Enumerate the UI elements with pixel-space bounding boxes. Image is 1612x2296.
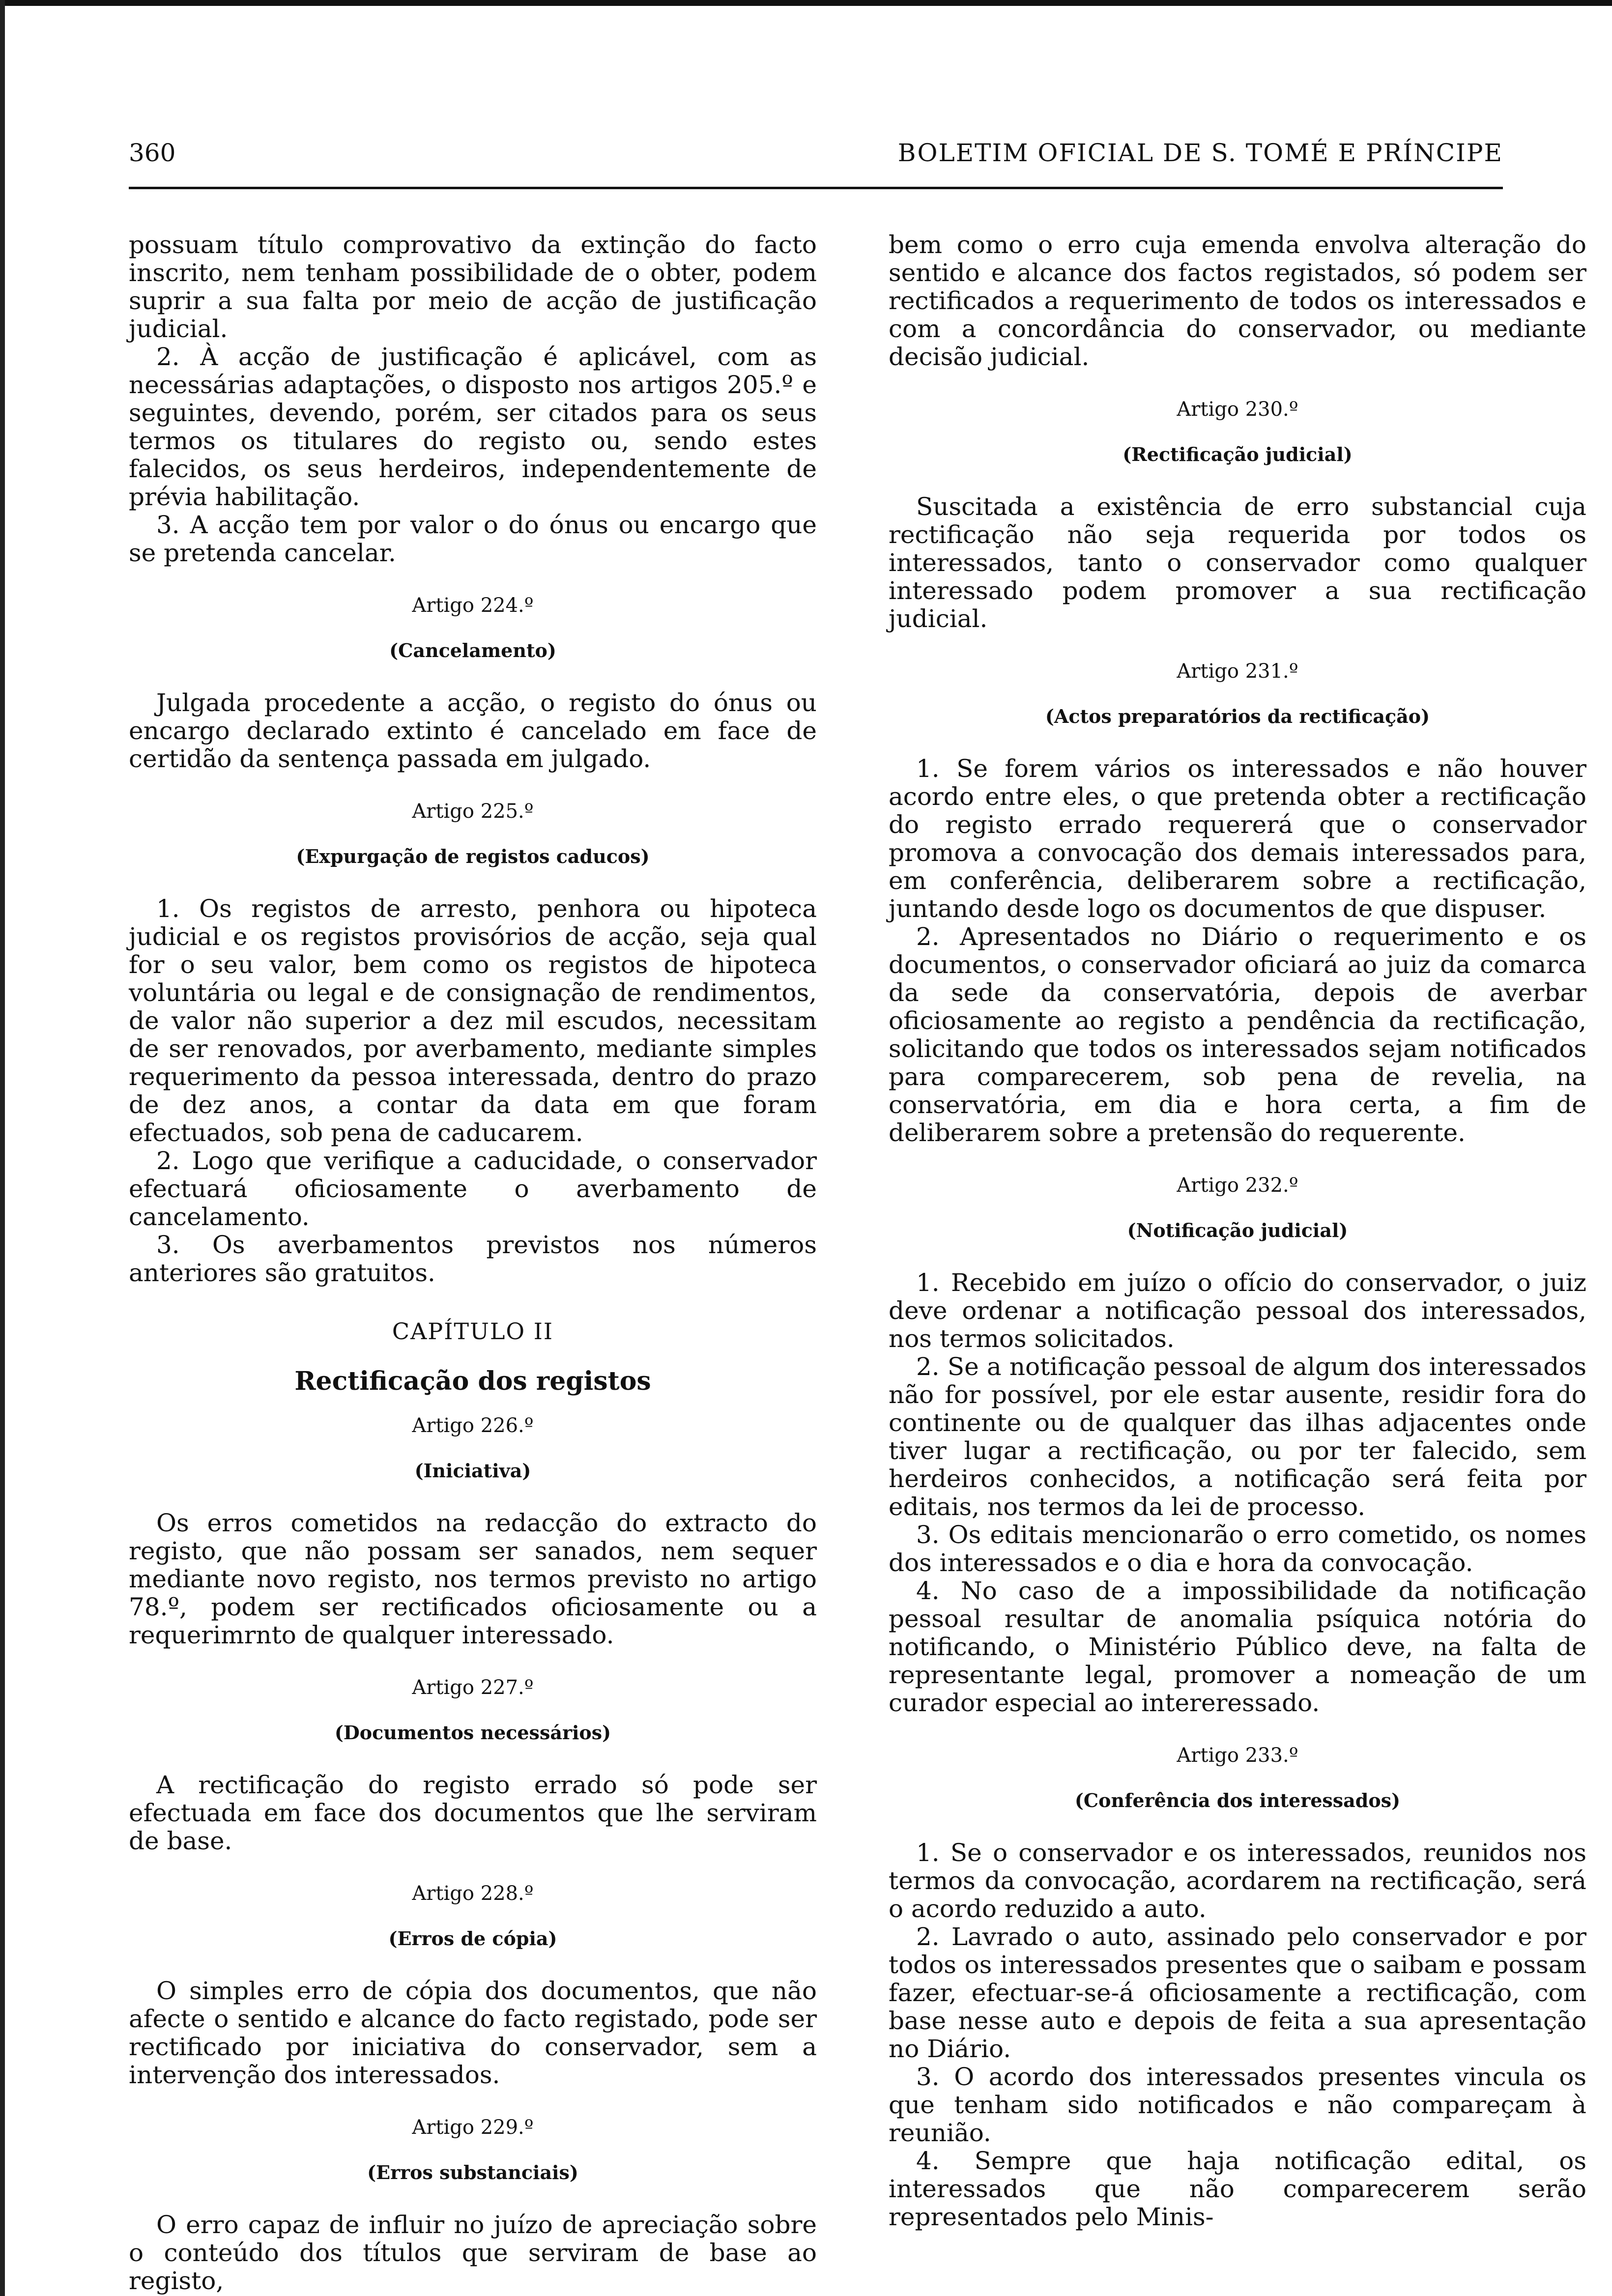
article-title-227: (Documentos necessários) bbox=[334, 1722, 611, 1744]
paragraph: 2. Lavrado o auto, assinado pelo conservador e por todos os interessados presentes que o saibam e possam fazer, efectuar-se-á oficiosamente a rectificação, com base nesse auto e depois de feita a sua apresentação no Diário. bbox=[889, 1923, 1586, 2063]
paragraph: Suscitada a existência de erro substancial cuja rectificação não seja requerida por todos os interessados, tanto o conservador como qualquer interessado podem promover a sua rectificação judicial. bbox=[889, 492, 1586, 633]
article-title-228: (Erros de cópia) bbox=[388, 1927, 557, 1950]
article-heading-227: Artigo 227.º bbox=[412, 1676, 534, 1699]
chapter-title: Rectificação dos registos bbox=[294, 1366, 651, 1396]
article-heading-228: Artigo 228.º bbox=[412, 1882, 534, 1905]
article-title-226: (Iniciativa) bbox=[414, 1460, 531, 1482]
paragraph: Julgada procedente a acção, o registo do ónus ou encargo declarado extinto é cancelado em face de certidão da sentença passada em julgado. bbox=[129, 689, 817, 773]
right-column bbox=[889, 231, 1586, 2231]
article-title-231: (Actos preparatórios da rectificação) bbox=[1045, 705, 1430, 727]
article-heading-233: Artigo 233.º bbox=[1177, 1744, 1298, 1767]
paragraph: 1. Se o conservador e os interessados, reunidos nos termos da convocação, acordarem na rectificação, será o acordo reduzido a auto. bbox=[889, 1838, 1586, 1923]
paragraph: possuam título comprovativo da extinção do facto inscrito, nem tenham possibilidade de o obter, podem suprir a sua falta por meio de acção de justificação judicial. bbox=[129, 230, 817, 343]
left-border-rule bbox=[0, 0, 5, 2296]
paragraph: Os erros cometidos na redacção do extracto do registo, que não possam ser sanados, nem sequer mediante novo registo, nos termos previsto no artigo 78.º, podem ser rectificados oficiosamente ou a requerimrnto de qualquer interessado. bbox=[129, 1509, 817, 1649]
running-title: BOLETIM OFICIAL DE S. TOMÉ E PRÍNCIPE bbox=[897, 139, 1503, 167]
top-border-rule bbox=[0, 0, 1612, 6]
article-heading-232: Artigo 232.º bbox=[1177, 1174, 1298, 1197]
chapter-heading: CAPÍTULO II bbox=[392, 1318, 554, 1345]
article-title-232: (Notificação judicial) bbox=[1127, 1219, 1348, 1241]
paragraph: 4. Sempre que haja notificação edital, os interessados que não comparecerem serão representados pelo Minis- bbox=[889, 2147, 1586, 2231]
paragraph: 2. Apresentados no Diário o requerimento e os documentos, o conservador oficiará ao juiz da comarca da sede da conservatória, depois de averbar oficiosamente ao registo a pendência da rectificação, solicitando que todos os interessados sejam notificados para comparecerem, sob pena de revelia, na conservatória, em dia e hora certa, a fim de deliberarem sobre a pretensão do requerente. bbox=[889, 922, 1586, 1147]
paragraph: O erro capaz de influir no juízo de apreciação sobre o conteúdo dos títulos que serviram de base ao registo, bbox=[129, 2210, 817, 2295]
paragraph: 4. No caso de a impossibilidade da notificação pessoal resultar de anomalia psíquica notória do notificando, o Ministério Público deve, na falta de representante legal, promover a nomeação de um curador especial ao intereressado. bbox=[889, 1577, 1586, 1717]
article-heading-229: Artigo 229.º bbox=[412, 2116, 534, 2139]
article-heading-225: Artigo 225.º bbox=[412, 800, 534, 823]
paragraph: bem como o erro cuja emenda envolva alteração do sentido e alcance dos factos registados, só podem ser rectificados a requerimento de todos os interessados e com a concordância do conservador, ou mediante decisão judicial. bbox=[889, 230, 1586, 371]
paragraph: O simples erro de cópia dos documentos, que não afecte o sentido e alcance do facto registado, pode ser rectificado por iniciativa do conservador, sem a intervenção dos interessados. bbox=[129, 1977, 817, 2089]
paragraph: 3. Os averbamentos previstos nos números anteriores são gratuitos. bbox=[129, 1231, 817, 1287]
paragraph: 1. Recebido em juízo o ofício do conservador, o juiz deve ordenar a notificação pessoal dos interessados, nos termos solicitados. bbox=[889, 1268, 1586, 1353]
paragraph: 2. À acção de justificação é aplicável, com as necessárias adaptações, o disposto nos artigos 205.º e seguintes, devendo, porém, ser citados para os seus termos os titulares do registo ou, sendo estes falecidos, os seus herdeiros, independentemente de prévia habilitação. bbox=[129, 343, 817, 511]
article-heading-231: Artigo 231.º bbox=[1177, 660, 1298, 683]
article-heading-230: Artigo 230.º bbox=[1177, 398, 1298, 421]
article-heading-224: Artigo 224.º bbox=[412, 594, 534, 617]
paragraph: 2. Se a notificação pessoal de algum dos interessados não for possível, por ele estar ausente, residir fora do continente ou de qualquer das ilhas adjacentes onde tiver lugar a rectificação, ou por ter falecido, sem herdeiros conhecidos, a notificação será feita por editais, nos termos da lei de processo. bbox=[889, 1352, 1586, 1521]
paragraph: 1. Os registos de arresto, penhora ou hipoteca judicial e os registos provisórios de acção, seja qual for o seu valor, bem como os registos de hipoteca voluntária ou legal e de consignação de rendimentos, de valor não superior a dez mil escudos, necessitam de ser renovados, por averbamento, mediante simples requerimento da pessoa interessada, dentro do prazo de dez anos, a contar da data em que foram efectuados, sob pena de caducarem. bbox=[129, 894, 817, 1147]
left-column bbox=[129, 231, 817, 2295]
paragraph: 2. Logo que verifique a caducidade, o conservador efectuará oficiosamente o averbamento de cancelamento. bbox=[129, 1147, 817, 1231]
article-title-225: (Expurgação de registos caducos) bbox=[296, 845, 650, 867]
article-title-230: (Rectificação judicial) bbox=[1123, 443, 1353, 465]
paragraph: 3. O acordo dos interessados presentes vincula os que tenham sido notificados e não compareçam à reunião. bbox=[889, 2063, 1586, 2147]
article-title-224: (Cancelamento) bbox=[389, 639, 556, 661]
page-number: 360 bbox=[129, 139, 176, 167]
article-title-229: (Erros substanciais) bbox=[367, 2161, 578, 2183]
paragraph: 1. Se forem vários os interessados e não houver acordo entre eles, o que pretenda obter a rectificação do registo errado requererá que o conservador promova a convocação dos demais interessados para, em conferência, deliberarem sobre a rectificação, juntando desde logo os documentos de que dispuser. bbox=[889, 754, 1586, 923]
article-heading-226: Artigo 226.º bbox=[412, 1414, 534, 1437]
header-rule bbox=[129, 187, 1503, 189]
paragraph: A rectificação do registo errado só pode ser efectuada em face dos documentos que lhe serviram de base. bbox=[129, 1771, 817, 1855]
paragraph: 3. A acção tem por valor o do ónus ou encargo que se pretenda cancelar. bbox=[129, 511, 817, 567]
article-title-233: (Conferência dos interessados) bbox=[1074, 1789, 1401, 1811]
paragraph: 3. Os editais mencionarão o erro cometido, os nomes dos interessados e o dia e hora da convocação. bbox=[889, 1521, 1586, 1577]
